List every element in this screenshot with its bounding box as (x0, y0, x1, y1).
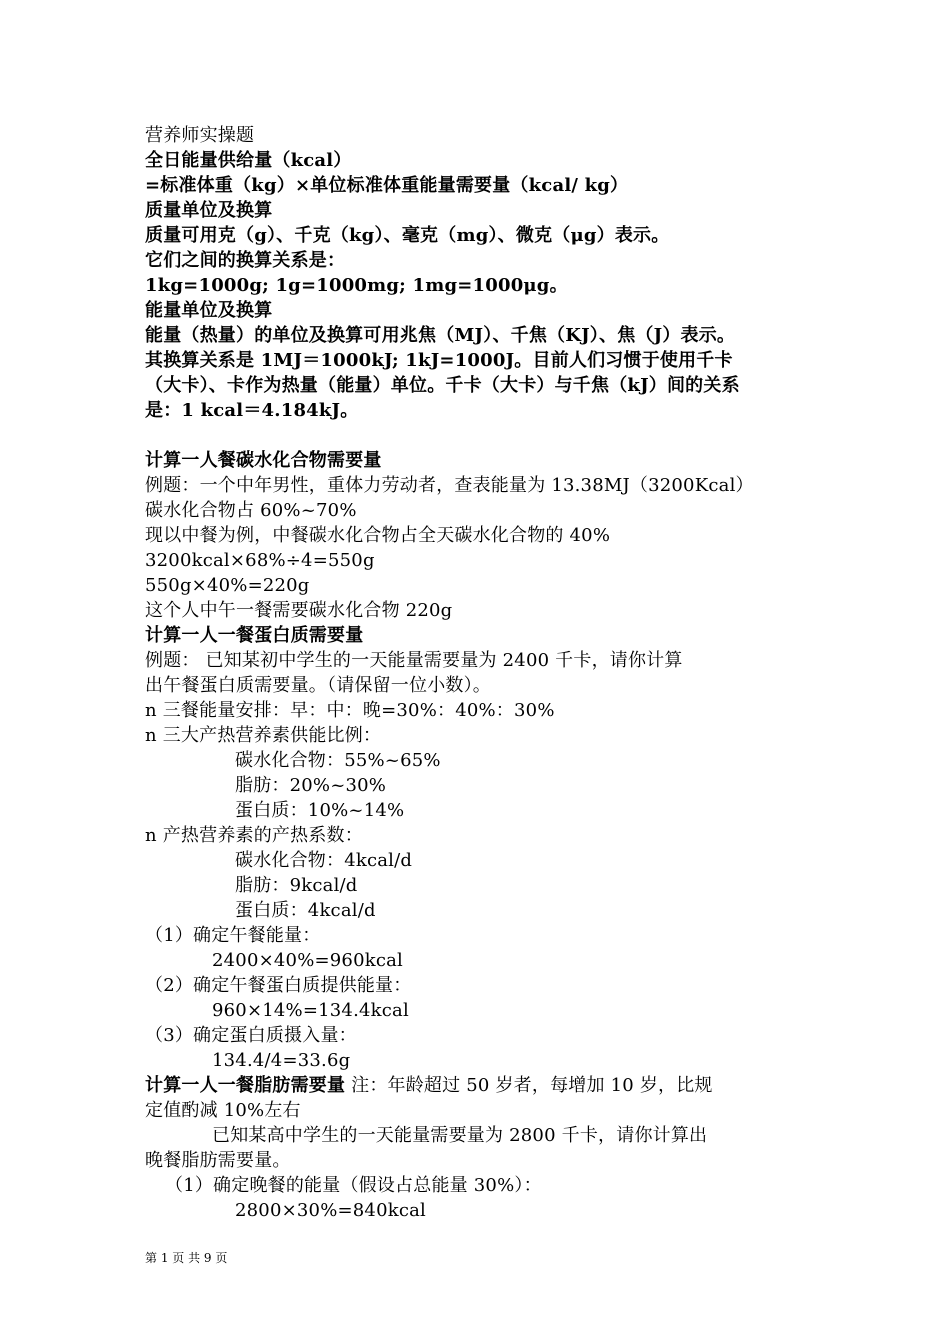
text-line: 550g×40%=220g (145, 575, 310, 596)
text-line: 这个人中午一餐需要碳水化合物 220g (145, 600, 453, 621)
step-line: （2）确定午餐蛋白质提供能量： (145, 975, 412, 996)
text-line: 能量（热量）的单位及换算可用兆焦（MJ）、千焦（KJ）、焦（J）表示。 (145, 325, 736, 346)
heading-protein-calc: 计算一人一餐蛋白质需要量 (145, 625, 364, 646)
text-line: 碳水化合物：4kcal/d (235, 850, 413, 871)
text-line: 蛋白质：4kcal/d (235, 900, 376, 921)
text-line: 蛋白质：10%~14% (235, 800, 405, 821)
text-line: 是：1 kcal＝4.184kJ。 (145, 400, 359, 421)
text-line: 碳水化合物：55%~65% (235, 750, 441, 771)
text-line: 现以中餐为例，中餐碳水化合物占全天碳水化合物的 40% (145, 525, 611, 546)
text-line: 其换算关系是 1MJ＝1000kJ; 1kJ=1000J。目前人们习惯于使用千卡 (145, 350, 733, 371)
fat-calc-line (145, 1074, 713, 1098)
list-item: n 三大产热营养素供能比例： (145, 725, 382, 746)
heading-daily-energy: 全日能量供给量（kcal） (145, 150, 352, 171)
note-text: 注：年龄超过 50 岁者，每增加 10 岁，比规 (345, 1075, 713, 1096)
heading-carb-calc: 计算一人餐碳水化合物需要量 (145, 450, 382, 471)
text-line: 例题：一个中年男性，重体力劳动者，查表能量为 13.38MJ（3200Kcal） (145, 475, 754, 496)
text-line: （大卡）、卡作为热量（能量）单位。千卡（大卡）与千焦（kJ）间的关系 (145, 375, 740, 396)
heading-mass-units: 质量单位及换算 (145, 200, 273, 221)
text-line: 它们之间的换算关系是： (145, 250, 346, 271)
step-line: （1）确定晚餐的能量（假设占总能量 30%）： (165, 1175, 542, 1196)
text-line: 脂肪：20%~30% (235, 775, 387, 796)
text-line: 960×14%=134.4kcal (212, 1000, 409, 1021)
text-line: 出午餐蛋白质需要量。（请保留一位小数）。 (145, 675, 491, 696)
text-line: 134.4/4=33.6g (212, 1050, 351, 1071)
text-line: 1kg=1000g; 1g=1000mg; 1mg=1000μg。 (145, 275, 568, 296)
page-footer: 第 1 页 共 9 页 (145, 1251, 228, 1265)
text-line: 晚餐脂肪需要量。 (145, 1150, 291, 1171)
text-line: 碳水化合物占 60%~70% (145, 500, 357, 521)
step-line: （1）确定午餐能量： (145, 925, 321, 946)
text-line: 质量可用克（g）、千克（kg）、毫克（mg）、微克（μg）表示。 (145, 225, 670, 246)
text-line: 2800×30%=840kcal (235, 1200, 427, 1221)
text-line: 2400×40%=960kcal (212, 950, 404, 971)
heading-fat-calc: 计算一人一餐脂肪需要量 (145, 1075, 346, 1096)
text-line: 3200kcal×68%÷4=550g (145, 550, 375, 571)
text-line: 脂肪：9kcal/d (235, 875, 358, 896)
step-line: （3）确定蛋白质摄入量： (145, 1025, 357, 1046)
list-item: n 三餐能量安排：早：中：晚=30%：40%：30% (145, 700, 555, 721)
text-line: 已知某高中学生的一天能量需要量为 2800 千卡，请你计算出 (212, 1125, 708, 1146)
text-line: 例题： 已知某初中学生的一天能量需要量为 2400 千卡，请你计算 (145, 650, 683, 671)
formula-line: =标准体重（kg）×单位标准体重能量需要量（kcal/ kg） (145, 175, 629, 196)
heading-energy-units: 能量单位及换算 (145, 300, 273, 321)
doc-title: 营养师实操题 (145, 125, 255, 146)
text-line: 定值酌减 10%左右 (145, 1100, 301, 1121)
list-item: n 产热营养素的产热系数： (145, 825, 363, 846)
